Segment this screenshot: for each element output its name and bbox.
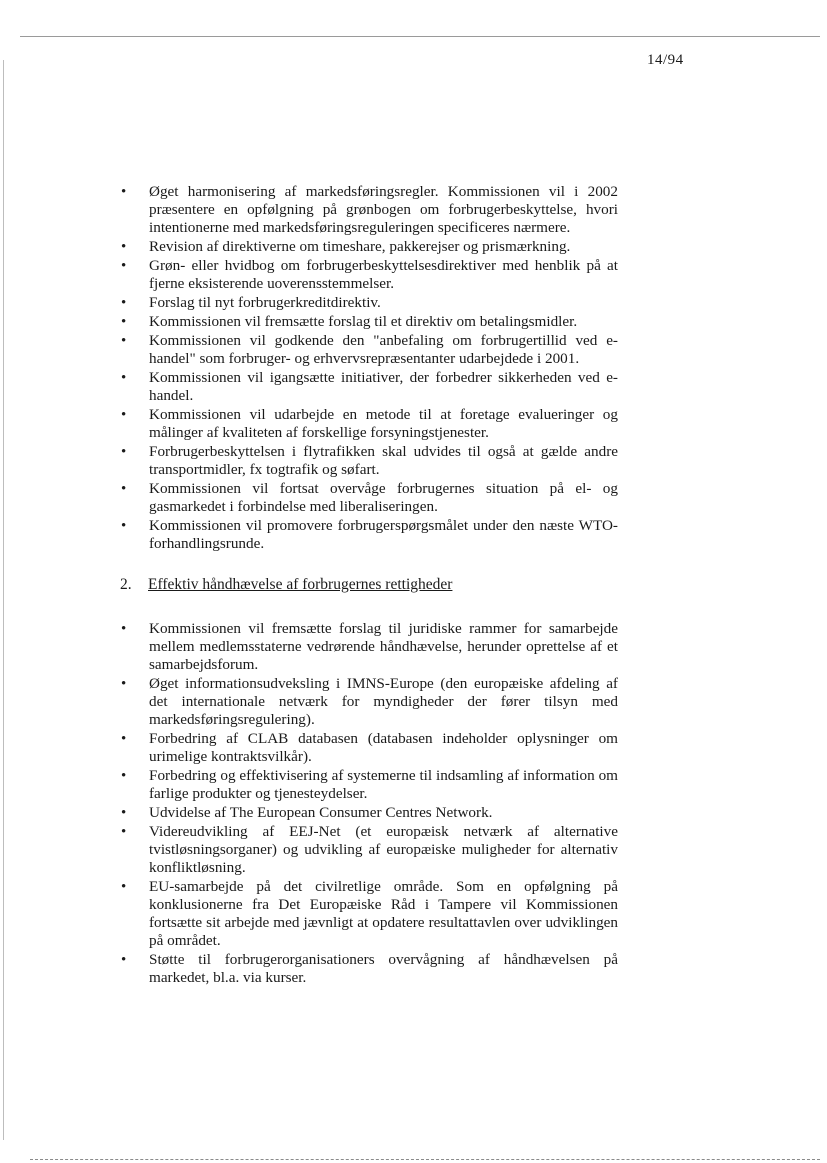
list-item xyxy=(116,620,618,674)
bullet-icon: • xyxy=(121,481,127,497)
list-item-text: Videreudvikling af EEJ-Net (et europæisk netværk af alternative tvistløsningsorganer) og udvikling af europæiske muligheder for alternativ konfliktløsning. xyxy=(149,823,618,876)
list-item-text: Kommissionen vil igangsætte initiativer, der forbedrer sikkerheden ved e-handel. xyxy=(149,369,618,404)
bullet-icon: • xyxy=(121,952,127,968)
list-item-text: Revision af direktiverne om timeshare, pakkerejser og prismærkning. xyxy=(149,238,571,255)
scan-bottom-rule xyxy=(30,1159,820,1161)
list-item-text: Kommissionen vil godkende den "anbefaling om forbrugertillid ved e-handel" som forbruger- og erhvervsrepræsentanter udarbejdede i 2001. xyxy=(149,332,618,367)
bullet-list-top xyxy=(116,183,618,553)
list-item xyxy=(116,443,618,479)
list-item xyxy=(116,369,618,405)
bullet-icon: • xyxy=(121,518,127,534)
scan-left-edge xyxy=(3,60,4,1140)
list-item xyxy=(116,406,618,442)
list-item xyxy=(116,951,618,987)
bullet-icon: • xyxy=(121,621,127,637)
bullet-icon: • xyxy=(121,239,127,255)
bullet-icon: • xyxy=(121,731,127,747)
list-item xyxy=(116,675,618,729)
list-item-text: Kommissionen vil fortsat overvåge forbrugernes situation på el- og gasmarkedet i forbindelse med liberaliseringen. xyxy=(149,480,618,515)
list-item xyxy=(116,257,618,293)
list-item xyxy=(116,878,618,950)
list-item-text: Forslag til nyt forbrugerkreditdirektiv. xyxy=(149,294,381,311)
list-item-text: Kommissionen vil fremsætte forslag til juridiske rammer for samarbejde mellem medlemsstaterne vedrørende håndhævelse, herunder oprettelse af et samarbejdsforum. xyxy=(149,620,618,673)
section-title: Effektiv håndhævelse af forbrugernes rettigheder xyxy=(148,576,453,593)
list-item-text: Kommissionen vil fremsætte forslag til et direktiv om betalingsmidler. xyxy=(149,313,578,330)
list-item-text: Forbedring og effektivisering af systemerne til indsamling af information om farlige produkter og tjenesteydelser. xyxy=(149,767,618,802)
document-body xyxy=(116,183,618,988)
list-item-text: Øget informationsudveksling i IMNS-Europe (den europæiske afdeling af det internationale netværk for myndigheder der fører tilsyn med markedsføringsregulering). xyxy=(149,675,618,728)
list-item xyxy=(116,730,618,766)
bullet-icon: • xyxy=(121,295,127,311)
section-heading xyxy=(120,576,618,594)
section-number: 2. xyxy=(120,576,132,593)
list-item-text: Øget harmonisering af markedsføringsregler. Kommissionen vil i 2002 præsentere en opfølgning på grønbogen om forbrugerbeskyttelse, hvori intentionerne med markedsføringsreguleringen specificeres nærmere. xyxy=(149,183,618,236)
bullet-icon: • xyxy=(121,768,127,784)
list-item-text: Kommissionen vil promovere forbrugerspørgsmålet under den næste WTO-forhandlingsrunde. xyxy=(149,517,618,552)
bullet-icon: • xyxy=(121,370,127,386)
list-item xyxy=(116,313,618,331)
bullet-icon: • xyxy=(121,258,127,274)
list-item-text: EU-samarbejde på det civilretlige område. Som en opfølgning på konklusionerne fra Det Europæiske Råd i Tampere vil Kommissionen fortsætte sit arbejde med jævnligt at opdatere resultattavlen over udviklingen på området. xyxy=(149,878,618,949)
list-item-text: Forbrugerbeskyttelsen i flytrafikken skal udvides til også at gælde andre transportmidler, fx togtrafik og søfart. xyxy=(149,443,618,478)
list-item-text: Kommissionen vil udarbejde en metode til at foretage evalueringer og målinger af kvaliteten af forskellige forsyningstjenester. xyxy=(149,406,618,441)
bullet-icon: • xyxy=(121,676,127,692)
bullet-icon: • xyxy=(121,444,127,460)
bullet-icon: • xyxy=(121,824,127,840)
list-item-text: Støtte til forbrugerorganisationers overvågning af håndhævelsen på markedet, bl.a. via kurser. xyxy=(149,951,618,986)
list-item-text: Grøn- eller hvidbog om forbrugerbeskyttelsesdirektiver med henblik på at fjerne eksisterende uoverensstemmelser. xyxy=(149,257,618,292)
list-item xyxy=(116,767,618,803)
scan-top-rule xyxy=(20,36,820,37)
list-item xyxy=(116,332,618,368)
list-item-text: Udvidelse af The European Consumer Centres Network. xyxy=(149,804,493,821)
list-item xyxy=(116,238,618,256)
list-item xyxy=(116,823,618,877)
bullet-icon: • xyxy=(121,879,127,895)
list-item xyxy=(116,517,618,553)
bullet-icon: • xyxy=(121,314,127,330)
list-item xyxy=(116,804,618,822)
bullet-icon: • xyxy=(121,805,127,821)
list-item xyxy=(116,183,618,237)
bullet-icon: • xyxy=(121,333,127,349)
list-item-text: Forbedring af CLAB databasen (databasen indeholder oplysninger om urimelige kontraktsvilkår). xyxy=(149,730,618,765)
list-item xyxy=(116,480,618,516)
list-item xyxy=(116,294,618,312)
bullet-icon: • xyxy=(121,184,127,200)
bullet-list-section2 xyxy=(116,620,618,987)
bullet-icon: • xyxy=(121,407,127,423)
page-number: 14/94 xyxy=(647,52,684,68)
